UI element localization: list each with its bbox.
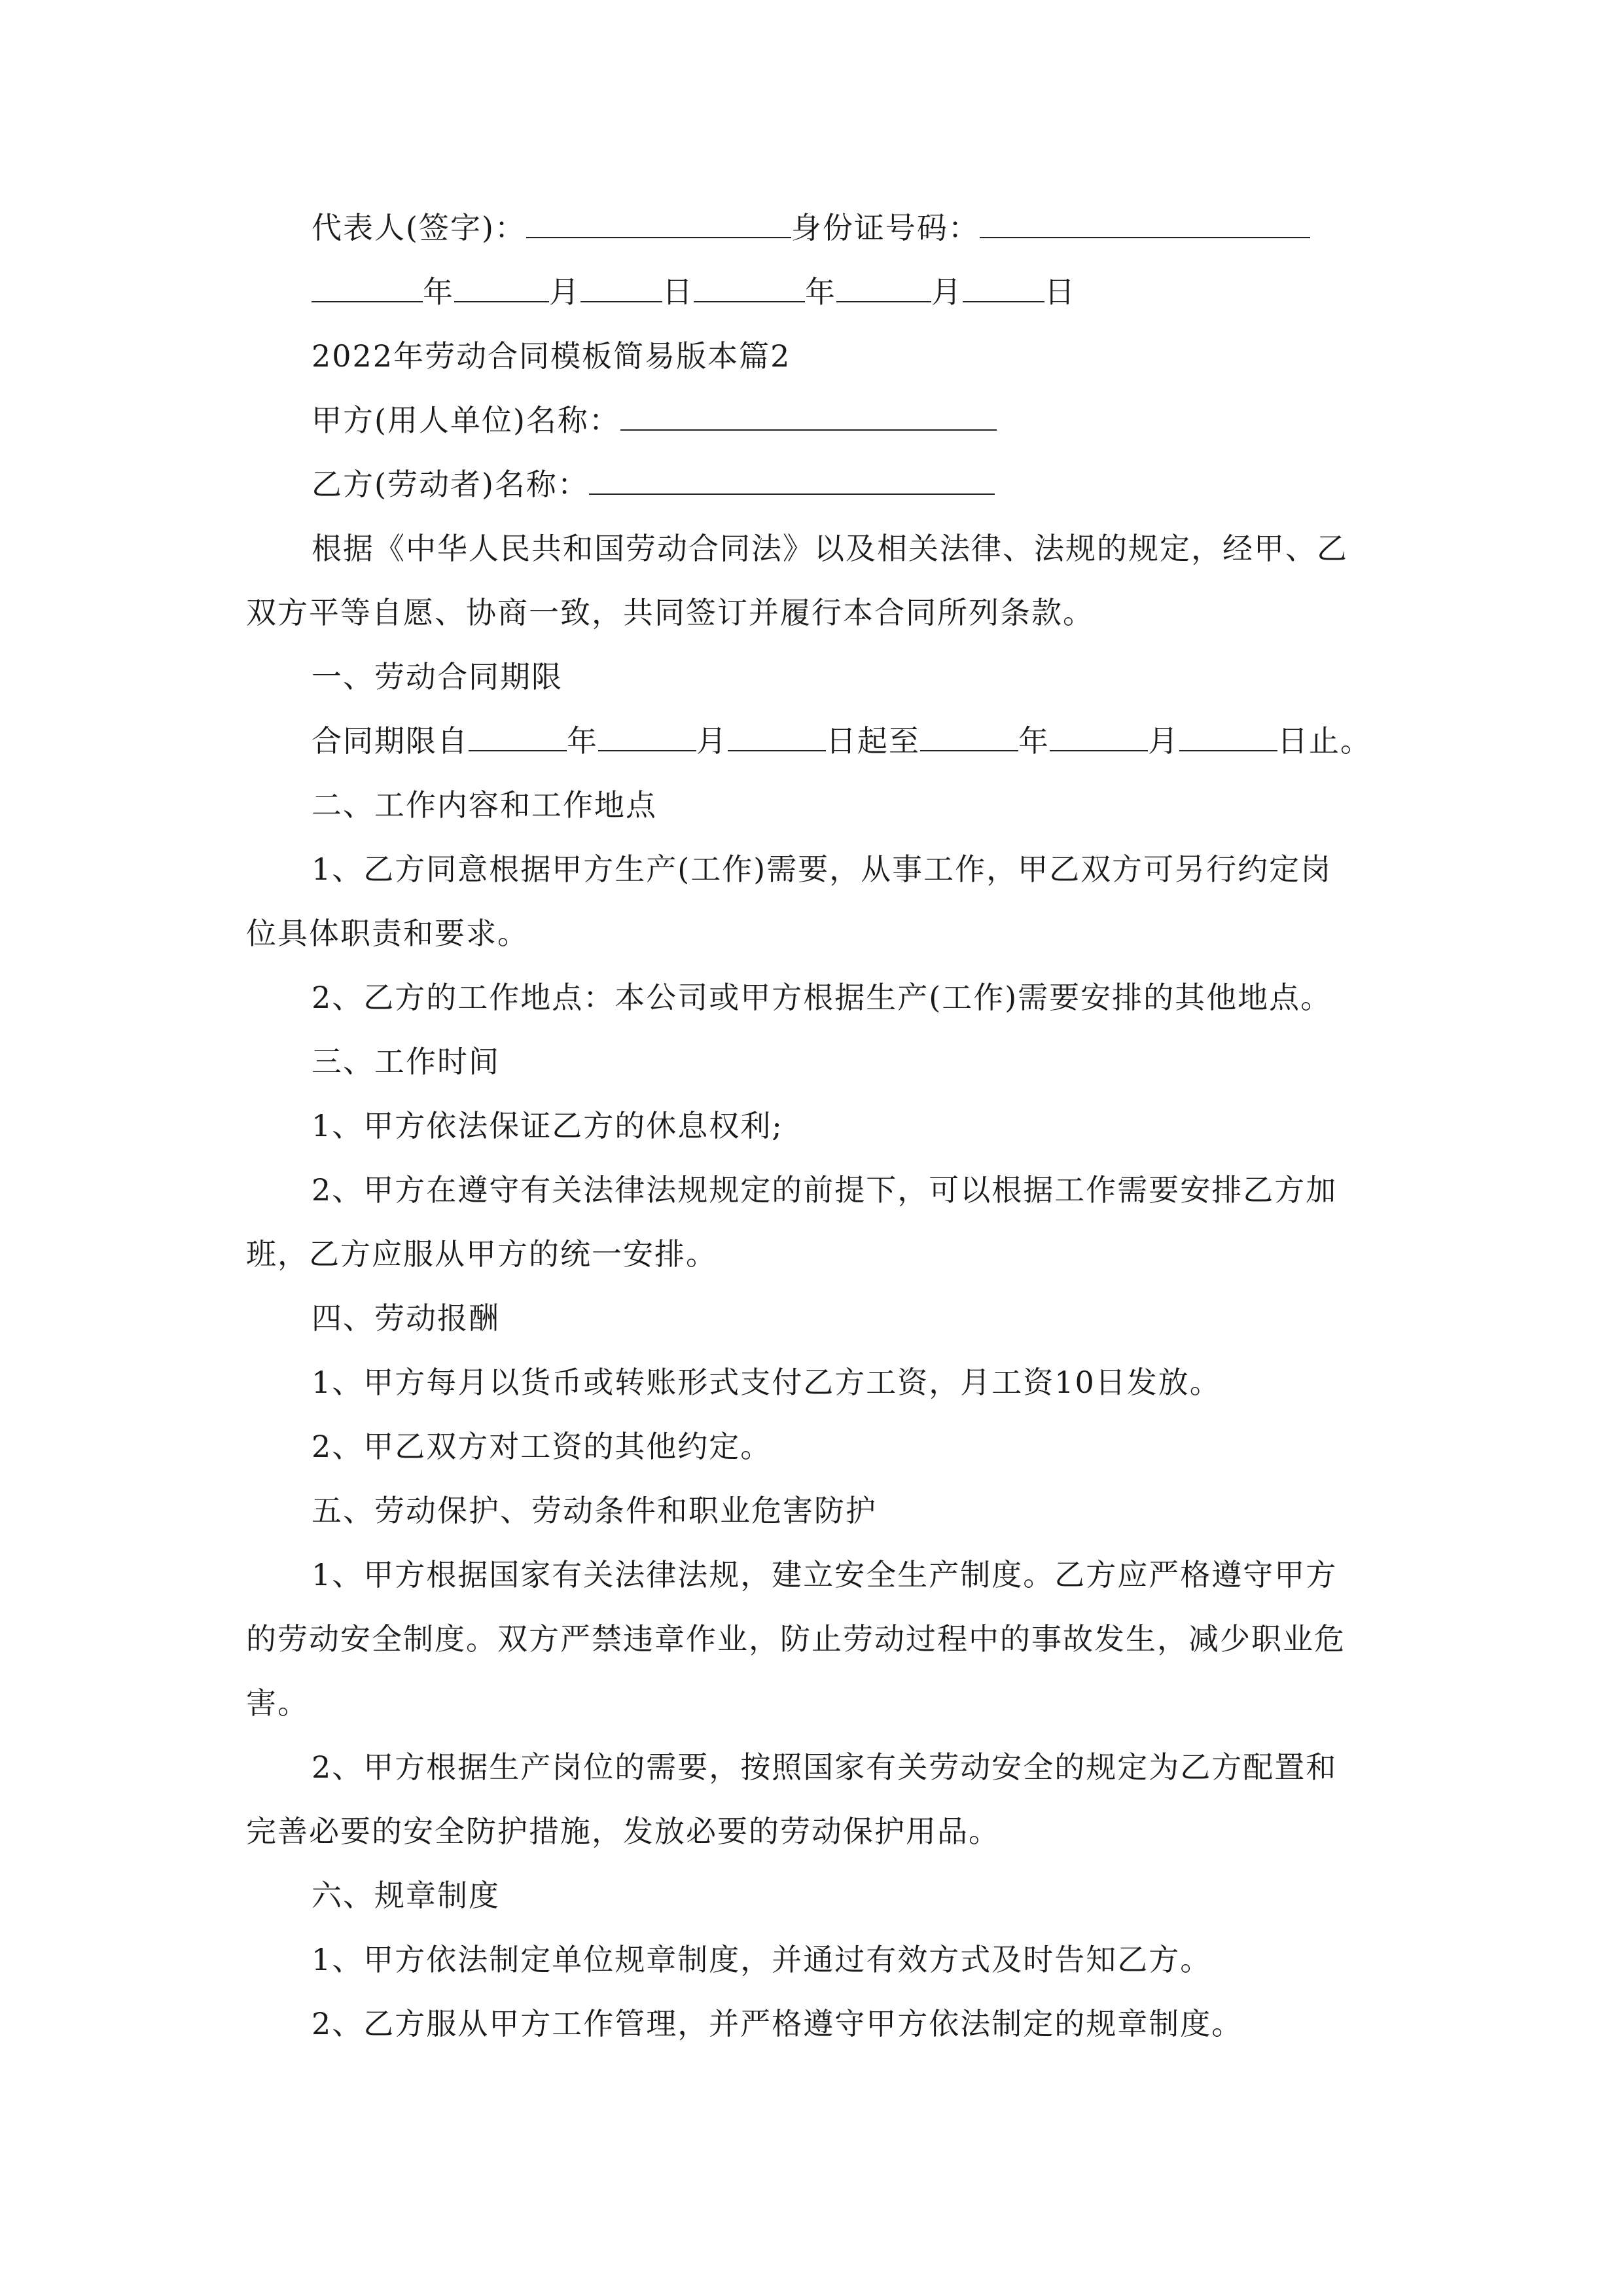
date-year-label: 年 [423, 274, 454, 310]
party-a-label: 甲方(用人单位)名称： [312, 403, 620, 438]
date-day-label: 日 [662, 274, 694, 310]
party-a-name-blank[interactable] [620, 401, 997, 431]
term-start-day-blank[interactable] [728, 721, 826, 751]
protection-item-line: 1、甲方根据国家有关法律法规，建立安全生产制度。乙方应严格遵守甲方 [312, 1557, 1338, 1592]
date-month-label: 月 [931, 274, 963, 310]
term-year-label: 年 [567, 723, 598, 759]
term-end-day-blank[interactable] [1179, 721, 1277, 751]
representative-signature-blank[interactable] [526, 208, 791, 238]
term-start-suffix: 日起至 [826, 723, 920, 759]
work-heading: 二、工作内容和工作地点 [312, 787, 657, 823]
pay-item-line: 1、甲方每月以货币或转账形式支付乙方工资，月工资10日发放。 [312, 1365, 1221, 1400]
party-a-line [312, 401, 997, 440]
rules-item-line: 2、乙方服从甲方工作管理，并严格遵守甲方依法制定的规章制度。 [312, 2006, 1243, 2041]
date-blank[interactable] [836, 272, 931, 302]
rules-heading: 六、规章制度 [312, 1878, 500, 1913]
date-blank[interactable] [963, 272, 1044, 302]
term-start-month-blank[interactable] [598, 721, 696, 751]
protection-heading: 五、劳动保护、劳动条件和职业危害防护 [312, 1493, 877, 1528]
term-month-label: 月 [696, 723, 728, 759]
section-title: 2022年劳动合同模板简易版本篇2 [312, 338, 791, 374]
protection-item-line: 2、甲方根据生产岗位的需要，按照国家有关劳动安全的规定为乙方配置和 [312, 1749, 1338, 1785]
rules-item-line: 1、甲方依法制定单位规章制度，并通过有效方式及时告知乙方。 [312, 1942, 1212, 1977]
term-end-suffix: 日止。 [1277, 723, 1372, 759]
term-heading: 一、劳动合同期限 [312, 659, 563, 694]
work-item-line: 位具体职责和要求。 [246, 916, 529, 951]
party-b-line [312, 465, 995, 504]
work-item-line: 1、乙方同意根据甲方生产(工作)需要，从事工作，甲乙双方可另行约定岗 [312, 852, 1332, 887]
id-number-blank[interactable] [980, 208, 1310, 238]
term-start-year-blank[interactable] [469, 721, 567, 751]
term-period-line [312, 721, 1372, 761]
representative-label: 代表人(签字)： [312, 210, 526, 245]
id-number-label: 身份证号码： [791, 210, 980, 245]
date-blank[interactable] [454, 272, 549, 302]
date-blank[interactable] [694, 272, 805, 302]
term-month-label: 月 [1148, 723, 1179, 759]
date-blank[interactable] [580, 272, 662, 302]
date-blank[interactable] [312, 272, 423, 302]
preamble-line: 双方平等自愿、协商一致，共同签订并履行本合同所列条款。 [246, 595, 1094, 630]
protection-item-line: 完善必要的安全防护措施，发放必要的劳动保护用品。 [246, 1814, 1000, 1849]
date-month-label: 月 [549, 274, 580, 310]
pay-heading: 四、劳动报酬 [312, 1300, 500, 1336]
term-prefix: 合同期限自 [312, 723, 469, 759]
signature-date-line [312, 272, 1076, 312]
hours-item-line: 1、甲方依法保证乙方的休息权利; [312, 1108, 783, 1143]
date-year-label: 年 [805, 274, 836, 310]
protection-item-line: 害。 [246, 1685, 309, 1721]
term-end-year-blank[interactable] [920, 721, 1018, 751]
preamble-line: 根据《中华人民共和国劳动合同法》以及相关法律、法规的规定，经甲、乙 [312, 531, 1348, 566]
hours-item-line: 班，乙方应服从甲方的统一安排。 [246, 1236, 717, 1272]
pay-item-line: 2、甲乙双方对工资的其他约定。 [312, 1429, 772, 1464]
protection-item-line: 的劳动安全制度。双方严禁违章作业，防止劳动过程中的事故发生，减少职业危 [246, 1621, 1346, 1657]
party-b-label: 乙方(劳动者)名称： [312, 467, 589, 502]
representative-signature-line [312, 208, 1310, 247]
term-end-month-blank[interactable] [1050, 721, 1148, 751]
work-item-line: 2、乙方的工作地点：本公司或甲方根据生产(工作)需要安排的其他地点。 [312, 980, 1332, 1015]
term-year-label: 年 [1018, 723, 1050, 759]
party-b-name-blank[interactable] [589, 465, 995, 495]
hours-item-line: 2、甲方在遵守有关法律法规规定的前提下，可以根据工作需要安排乙方加 [312, 1172, 1338, 1208]
hours-heading: 三、工作时间 [312, 1044, 500, 1079]
date-day-label: 日 [1044, 274, 1076, 310]
